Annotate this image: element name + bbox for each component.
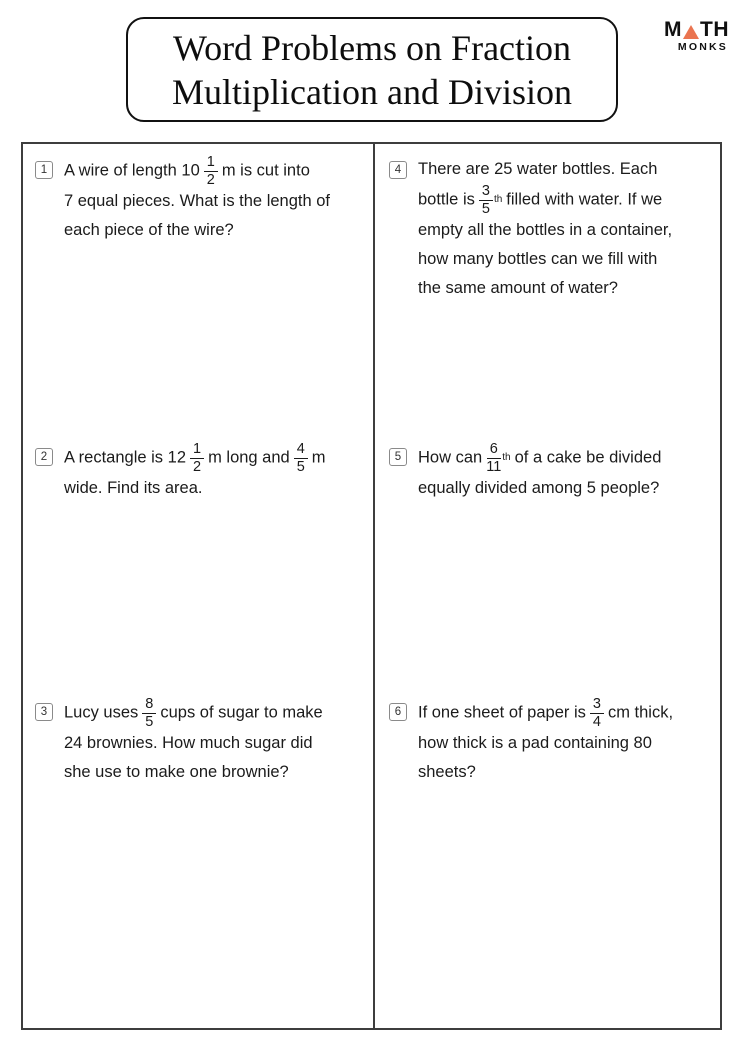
problem-number-badge: 1 (35, 161, 53, 179)
fraction-ordinal-suffix: th (493, 194, 503, 205)
text-run: m is cut into (221, 161, 310, 180)
fraction: $\frac{3}{4}$ (590, 697, 604, 729)
column-divider (373, 144, 375, 1028)
logo-wordmark (664, 19, 729, 40)
problem-text (64, 155, 330, 245)
problem-cell-4 (389, 155, 715, 303)
fraction: $\frac{8}{5}$ (142, 697, 156, 729)
text-run: each piece of the wire? (64, 221, 234, 239)
logo-text-m: M (664, 18, 682, 41)
problems-grid (21, 142, 722, 1030)
problem-text (418, 697, 673, 787)
text-run: bottle is (418, 190, 475, 209)
fraction: $\frac{4}{5}$ (294, 442, 308, 474)
fraction: $\frac{3}{5}$ th (479, 184, 502, 216)
problem-cell-6 (389, 697, 715, 787)
text-run: How can (418, 448, 483, 467)
logo-text-th: TH (700, 18, 729, 41)
text-run: A wire of length 10 (64, 161, 200, 180)
problem-number-badge: 5 (389, 448, 407, 466)
text-run: 24 brownies. How much sugar did (64, 734, 313, 752)
title-box (126, 17, 618, 122)
page-title-line1: Word Problems on Fraction (172, 27, 572, 68)
problem-number-badge: 6 (389, 703, 407, 721)
text-run: filled with water. If we (506, 190, 663, 209)
text-run: wide. Find its area. (64, 479, 203, 497)
text-run: of a cake be divided (514, 448, 662, 467)
text-run: If one sheet of paper is (418, 703, 586, 722)
text-run: A rectangle is 12 (64, 448, 186, 467)
problem-number-badge: 4 (389, 161, 407, 179)
fraction: $\frac{1}{2}$ (204, 155, 218, 187)
text-run: how many bottles can we fill with (418, 250, 658, 268)
text-run: sheets? (418, 763, 476, 781)
text-run: empty all the bottles in a container, (418, 221, 673, 239)
text-run: equally divided among 5 people? (418, 479, 660, 497)
problem-text (418, 155, 672, 303)
problem-text (64, 697, 323, 787)
problem-cell-5 (389, 442, 715, 503)
fraction-ordinal-suffix: th (502, 452, 511, 463)
text-run: m long and (208, 448, 290, 467)
problem-text (418, 442, 661, 503)
page-title-line2: Multiplication and Division (172, 71, 572, 112)
text-run: cups of sugar to make (160, 703, 323, 722)
problem-cell-2 (35, 442, 369, 503)
logo-text-monks: MONKS (677, 41, 728, 53)
text-run: she use to make one brownie? (64, 763, 289, 781)
math-monks-logo (664, 19, 729, 53)
problem-number-badge: 2 (35, 448, 53, 466)
text-run: cm thick, (607, 703, 674, 722)
fraction: $\frac{1}{2}$ (190, 442, 204, 474)
text-run: how thick is a pad containing 80 (418, 734, 652, 752)
problem-cell-3 (35, 697, 369, 787)
text-run: the same amount of water? (418, 279, 618, 297)
problem-text (64, 442, 326, 503)
text-run: m (311, 448, 326, 467)
logo-triangle-icon (683, 25, 699, 39)
problem-cell-1 (35, 155, 369, 245)
text-run: Lucy uses (64, 703, 139, 722)
text-run: 7 equal pieces. What is the length of (64, 192, 330, 210)
fraction: $\frac{6}{11}$ th (486, 441, 511, 475)
problem-number-badge: 3 (35, 703, 53, 721)
text-run: There are 25 water bottles. Each (418, 160, 658, 178)
